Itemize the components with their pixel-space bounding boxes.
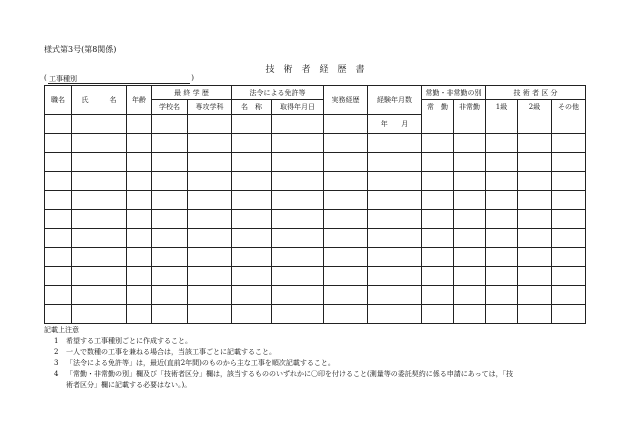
table-cell[interactable] [552, 191, 586, 210]
table-cell[interactable] [518, 210, 552, 229]
document-title-text: 技 術 者 経 歴 書 [265, 65, 365, 75]
name-cell[interactable] [72, 115, 127, 134]
header-years: 経験年月数 [368, 86, 422, 115]
table-cell[interactable] [368, 248, 422, 267]
table-cell[interactable] [422, 191, 454, 210]
table-cell[interactable] [368, 286, 422, 305]
work-type-field[interactable] [44, 74, 194, 85]
table-cell[interactable] [486, 229, 518, 248]
table-cell[interactable] [127, 248, 152, 267]
table-cell[interactable] [368, 305, 422, 324]
license-date-cell[interactable] [272, 115, 324, 134]
table-cell[interactable] [422, 267, 454, 286]
table-cell[interactable] [422, 305, 454, 324]
position-cell[interactable] [45, 115, 72, 134]
table-cell[interactable] [518, 191, 552, 210]
table-cell[interactable] [232, 286, 272, 305]
work-type-paren-close: ) [191, 74, 194, 82]
header-employment-type: 常勤・非常勤の別 [422, 86, 486, 100]
table-cell[interactable] [368, 229, 422, 248]
table-cell[interactable] [518, 153, 552, 172]
table-cell[interactable] [324, 305, 368, 324]
table-cell[interactable] [45, 305, 72, 324]
table-cell[interactable] [324, 191, 368, 210]
table-cell[interactable] [272, 191, 324, 210]
table-cell[interactable] [127, 305, 152, 324]
age-cell[interactable] [127, 115, 152, 134]
table-cell[interactable] [486, 305, 518, 324]
year-unit: 年 [380, 120, 388, 128]
table-cell[interactable] [188, 248, 232, 267]
month-unit: 月 [401, 120, 409, 128]
table-cell[interactable] [518, 267, 552, 286]
table-cell[interactable] [188, 305, 232, 324]
table-cell[interactable] [368, 134, 422, 153]
header-engineer-class: 技 術 者 区 分 [486, 86, 586, 100]
license-name-cell[interactable] [232, 115, 272, 134]
table-cell[interactable] [324, 153, 368, 172]
table-cell[interactable] [188, 210, 232, 229]
table-cell[interactable] [368, 210, 422, 229]
note-item: 2 一人で数種の工事を兼ねる場合は，当該工事ごとに記載すること。 [54, 348, 276, 356]
table-cell[interactable] [422, 210, 454, 229]
header-experience: 実務経歴 [324, 86, 368, 115]
form-number: 様式第3号(第8関係) [44, 45, 117, 54]
table-cell[interactable] [422, 286, 454, 305]
table-cell[interactable] [272, 286, 324, 305]
table-cell[interactable] [72, 153, 127, 172]
table-cell[interactable] [518, 134, 552, 153]
header-major: 専攻学科 [188, 100, 232, 115]
table-cell[interactable] [127, 191, 152, 210]
years-cell[interactable] [368, 115, 422, 134]
table-cell[interactable] [152, 305, 188, 324]
table-cell[interactable] [232, 153, 272, 172]
table-row [45, 134, 586, 153]
table-cell[interactable] [45, 172, 72, 191]
table-cell[interactable] [152, 286, 188, 305]
major-cell[interactable] [188, 115, 232, 134]
header-license-name: 名 称 [232, 100, 272, 115]
table-cell[interactable] [188, 229, 232, 248]
table-cell[interactable] [552, 267, 586, 286]
table-cell[interactable] [152, 229, 188, 248]
table-cell[interactable] [552, 286, 586, 305]
table-cell[interactable] [324, 210, 368, 229]
table-cell[interactable] [188, 153, 232, 172]
note-item: 1 希望する工事種別ごとに作成すること。 [54, 337, 192, 345]
table-cell[interactable] [454, 210, 486, 229]
table-cell[interactable] [454, 134, 486, 153]
table-cell[interactable] [152, 210, 188, 229]
header-license-date: 取得年月日 [272, 100, 324, 115]
table-cell[interactable] [232, 210, 272, 229]
table-cell[interactable] [272, 210, 324, 229]
engineer-career-table [44, 85, 586, 324]
table-row [45, 267, 586, 286]
table-cell[interactable] [454, 286, 486, 305]
table-cell[interactable] [422, 172, 454, 191]
table-cell[interactable] [422, 134, 454, 153]
table-cell[interactable] [324, 229, 368, 248]
table-cell[interactable] [486, 286, 518, 305]
table-cell[interactable] [486, 153, 518, 172]
table-row [45, 229, 586, 248]
header-position: 職名 [45, 86, 72, 115]
table-cell[interactable] [188, 191, 232, 210]
table-cell[interactable] [188, 134, 232, 153]
header-parttime: 非常勤 [454, 100, 486, 134]
table-cell[interactable] [232, 229, 272, 248]
table-cell[interactable] [486, 267, 518, 286]
table-cell[interactable] [188, 172, 232, 191]
table-cell[interactable] [72, 248, 127, 267]
table-cell[interactable] [552, 248, 586, 267]
table-cell[interactable] [486, 248, 518, 267]
table-cell[interactable] [45, 248, 72, 267]
table-cell[interactable] [152, 134, 188, 153]
table-row [45, 305, 586, 324]
table-cell[interactable] [518, 172, 552, 191]
table-cell[interactable] [45, 267, 72, 286]
table-cell[interactable] [422, 248, 454, 267]
table-cell[interactable] [232, 267, 272, 286]
table-cell[interactable] [45, 286, 72, 305]
table-cell[interactable] [552, 134, 586, 153]
table-cell[interactable] [368, 191, 422, 210]
table-cell[interactable] [72, 305, 127, 324]
table-cell[interactable] [232, 191, 272, 210]
work-type-underline [48, 83, 190, 84]
table-cell[interactable] [45, 153, 72, 172]
table-cell[interactable] [486, 191, 518, 210]
table-cell[interactable] [324, 267, 368, 286]
table-cell[interactable] [72, 286, 127, 305]
header-license: 法令による免許等 [232, 86, 324, 100]
table-cell[interactable] [324, 172, 368, 191]
header-class2: 2級 [518, 100, 552, 134]
table-cell[interactable] [232, 134, 272, 153]
table-cell[interactable] [454, 267, 486, 286]
table-cell[interactable] [72, 172, 127, 191]
table-cell[interactable] [272, 248, 324, 267]
table-cell[interactable] [72, 191, 127, 210]
table-cell[interactable] [368, 153, 422, 172]
table-cell[interactable] [552, 153, 586, 172]
table-cell[interactable] [486, 134, 518, 153]
table-cell[interactable] [188, 267, 232, 286]
note-item-continuation: 術者区分」欄に記載する必要はない。)。 [66, 381, 192, 389]
table-cell[interactable] [518, 305, 552, 324]
table-cell[interactable] [152, 191, 188, 210]
notes-section [44, 325, 604, 391]
work-type-paren-open: ( [44, 74, 47, 82]
table-cell[interactable] [368, 172, 422, 191]
table-row [45, 286, 586, 305]
table-cell[interactable] [324, 248, 368, 267]
table-cell[interactable] [272, 267, 324, 286]
table-cell[interactable] [127, 172, 152, 191]
table-cell[interactable] [188, 286, 232, 305]
table-cell[interactable] [422, 229, 454, 248]
work-type-label: 工事種別 [49, 75, 77, 83]
table-cell[interactable] [518, 248, 552, 267]
table-cell[interactable] [45, 210, 72, 229]
table-cell[interactable] [454, 248, 486, 267]
table-cell[interactable] [454, 172, 486, 191]
table-cell[interactable] [552, 210, 586, 229]
note-item: 3 「法令による免許等」は，最近(直前2年間)のものから主な工事を順次記載すること。 [54, 359, 335, 367]
table-cell[interactable] [45, 229, 72, 248]
table-cell[interactable] [152, 267, 188, 286]
table-cell[interactable] [232, 172, 272, 191]
table-cell[interactable] [45, 134, 72, 153]
table-cell[interactable] [552, 305, 586, 324]
table-cell[interactable] [454, 153, 486, 172]
table-cell[interactable] [324, 286, 368, 305]
table-cell[interactable] [518, 229, 552, 248]
header-class1: 1級 [486, 100, 518, 134]
experience-cell[interactable] [324, 115, 368, 134]
table-cell[interactable] [486, 172, 518, 191]
header-fulltime: 常 勤 [422, 100, 454, 134]
note-item: 4 「常勤・非常勤の別」欄及び「技術者区分」欄は，該当するもののいずれかに〇印を付けること(測量等の委託契約に係る申請にあっては，「技 [54, 370, 514, 378]
table-cell[interactable] [72, 267, 127, 286]
header-age: 年齢 [127, 86, 152, 115]
table-cell[interactable] [72, 134, 127, 153]
table-cell[interactable] [72, 229, 127, 248]
table-cell[interactable] [422, 153, 454, 172]
header-school: 学校名 [152, 100, 188, 115]
header-name: 氏 名 [72, 86, 127, 115]
header-education: 最 終 学 歴 [152, 86, 232, 100]
table-cell[interactable] [72, 210, 127, 229]
table-cell[interactable] [127, 134, 152, 153]
table-cell[interactable] [552, 172, 586, 191]
table-row [45, 191, 586, 210]
table-cell[interactable] [127, 267, 152, 286]
table-cell[interactable] [518, 286, 552, 305]
table-cell[interactable] [45, 191, 72, 210]
table-row [45, 153, 586, 172]
table-cell[interactable] [486, 210, 518, 229]
table-cell[interactable] [152, 153, 188, 172]
table-cell[interactable] [454, 305, 486, 324]
table-cell[interactable] [324, 134, 368, 153]
table-cell[interactable] [454, 229, 486, 248]
table-cell[interactable] [127, 286, 152, 305]
school-cell[interactable] [152, 115, 188, 134]
table-cell[interactable] [272, 229, 324, 248]
table-cell[interactable] [127, 153, 152, 172]
table-cell[interactable] [454, 191, 486, 210]
header-other: その他 [552, 100, 586, 134]
table-cell[interactable] [272, 153, 324, 172]
table-cell[interactable] [152, 248, 188, 267]
table-cell[interactable] [152, 172, 188, 191]
notes-heading: 記載上注意 [44, 326, 79, 334]
table-cell[interactable] [552, 229, 586, 248]
table-cell[interactable] [272, 305, 324, 324]
table-cell[interactable] [272, 134, 324, 153]
table-row [45, 172, 586, 191]
table-cell[interactable] [127, 210, 152, 229]
table-cell[interactable] [127, 229, 152, 248]
table-cell[interactable] [368, 267, 422, 286]
table-row [45, 248, 586, 267]
table-row [45, 210, 586, 229]
table-cell[interactable] [272, 172, 324, 191]
table-cell[interactable] [232, 248, 272, 267]
table-cell[interactable] [232, 305, 272, 324]
